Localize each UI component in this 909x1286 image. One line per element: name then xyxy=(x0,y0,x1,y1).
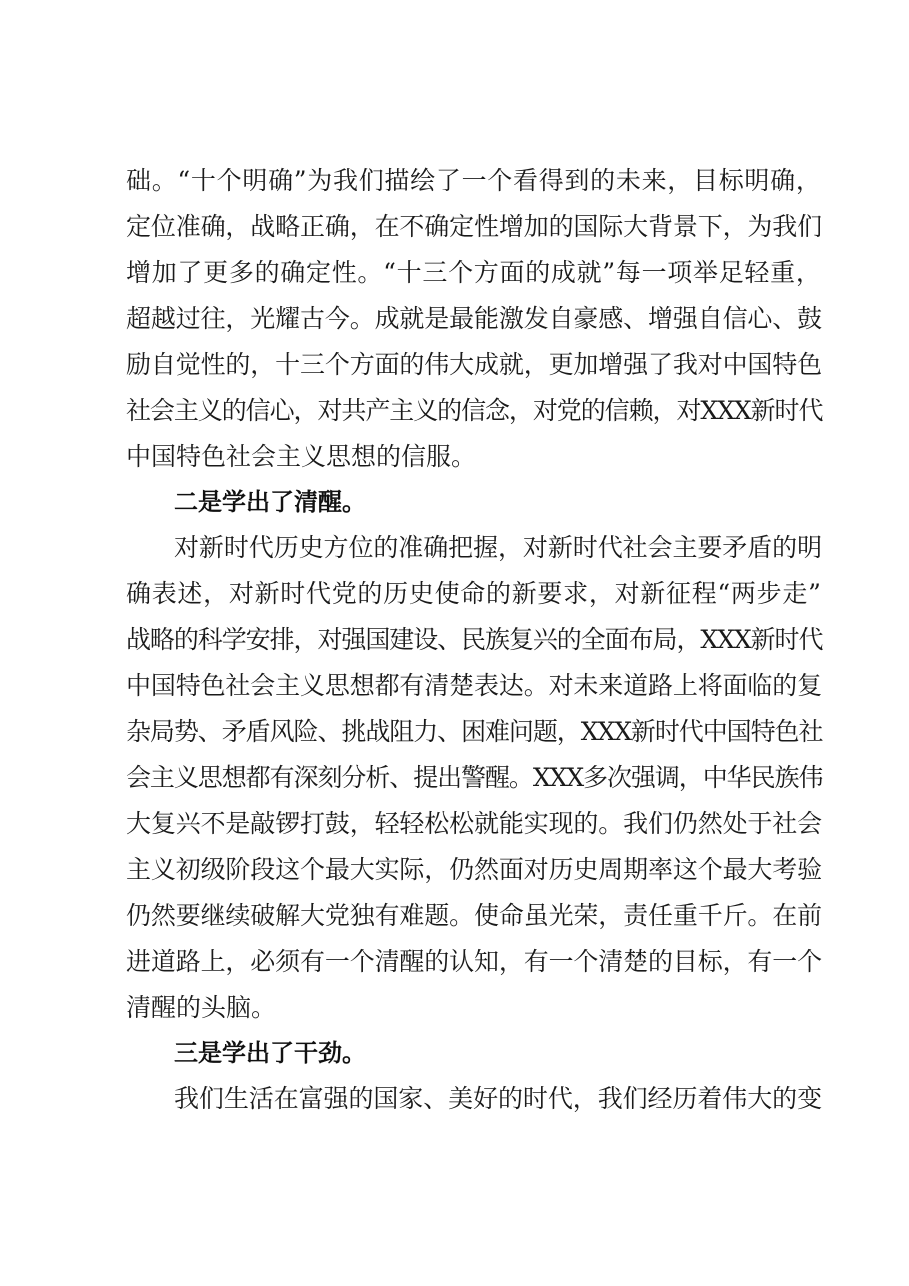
para2-line-8: 主义初级阶段这个最大实际，仍然面对历史周期率这个最大考验 xyxy=(126,855,823,884)
para1-line-6: 社会主义的信心，对共产主义的信念，对党的信赖，对XXX新时代 xyxy=(126,396,823,425)
para2-line-1: 对新时代历史方位的准确把握，对新时代社会主要矛盾的明 xyxy=(174,533,823,562)
para1-line-4: 超越过往，光耀古今。成就是最能激发自豪感、增强自信心、鼓 xyxy=(126,304,823,333)
para1-line-2: 定位准确，战略正确，在不确定性增加的国际大背景下，为我们 xyxy=(126,212,823,241)
para2-line-3: 战略的科学安排，对强国建设、民族复兴的全面布局，XXX新时代 xyxy=(126,625,823,654)
para1-line-1: 础。“十个明确”为我们描绘了一个看得到的未来，目标明确， xyxy=(126,166,822,195)
para2-line-9: 仍然要继续破解大党独有难题。使命虽光荣，责任重千斤。在前 xyxy=(126,901,823,930)
heading-two: 二是学出了清醒。 xyxy=(174,488,366,516)
para2-line-6: 会主义思想都有深刻分析、提出警醒。XXX多次强调，中华民族伟 xyxy=(126,763,823,792)
para2-line-5: 杂局势、矛盾风险、挑战阻力、困难问题，XXX新时代中国特色社 xyxy=(126,717,823,746)
para1-line-3: 增加了更多的确定性。“十三个方面的成就”每一项举足轻重， xyxy=(126,258,822,287)
para3-line-1: 我们生活在富强的国家、美好的时代，我们经历着伟大的变 xyxy=(174,1084,823,1113)
para2-line-11: 清醒的头脑。 xyxy=(126,993,277,1022)
heading-three: 三是学出了干劲。 xyxy=(174,1039,366,1067)
para1-line-7: 中国特色社会主义思想的信服。 xyxy=(126,442,477,471)
para2-line-4: 中国特色社会主义思想都有清楚表达。对未来道路上将面临的复 xyxy=(126,671,823,700)
para1-line-5: 励自觉性的，十三个方面的伟大成就，更加增强了我对中国特色 xyxy=(126,350,823,379)
para2-line-7: 大复兴不是敲锣打鼓，轻轻松松就能实现的。我们仍然处于社会 xyxy=(126,809,823,838)
para2-line-2: 确表述，对新时代党的历史使命的新要求，对新征程“两步走” xyxy=(126,579,822,608)
para2-line-10: 进道路上，必须有一个清醒的认知，有一个清楚的目标，有一个 xyxy=(126,947,823,976)
